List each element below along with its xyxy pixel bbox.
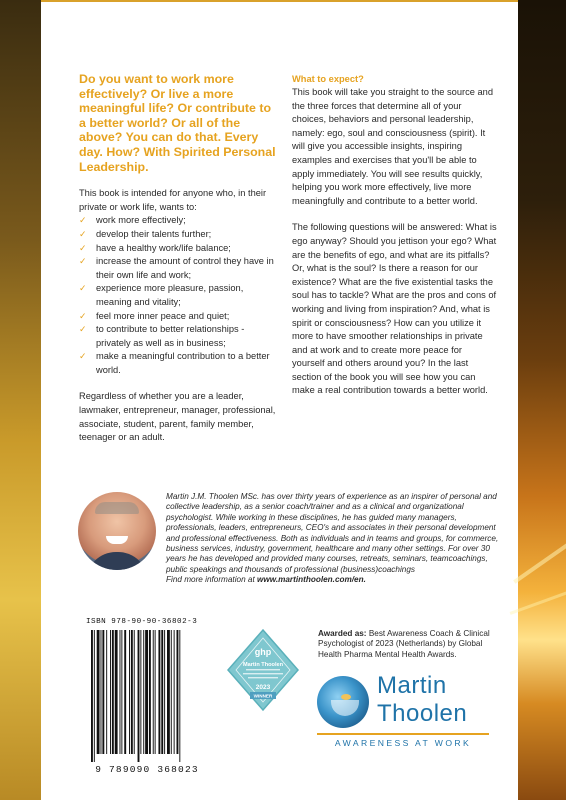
badge-year: 2023 xyxy=(255,684,271,691)
check-icon: ✓ xyxy=(79,351,87,362)
left-column xyxy=(79,72,279,445)
checklist-item-text: to contribute to better relationships - privately as well as in business; xyxy=(96,324,245,348)
checklist-item-text: work more effectively; xyxy=(96,215,186,226)
checklist-item xyxy=(79,214,279,228)
check-icon: ✓ xyxy=(79,228,87,239)
checklist-item xyxy=(79,323,279,350)
right-sunburst-strip xyxy=(518,0,566,800)
check-icon: ✓ xyxy=(79,215,87,226)
right-column xyxy=(292,73,497,398)
checklist-item xyxy=(79,282,279,309)
description-paragraph-1: This book will take you straight to the source and the three forces that determine all of your choices, behaviors and personal leadership, namely: ego, soul and consciousness (spirit). It will give you accessible insights, inspiring examples and exercises that you'll be able to apply immediately. You will see results quickly, helping you work more effectively, live more meaningfully and contribute to a better world. xyxy=(292,87,494,206)
award-description: Best Awareness Coach & Clinical Psychologist of 2023 (Netherlands) by Global Health Pharma Mental Health Awards. xyxy=(318,629,490,659)
checklist-item xyxy=(79,310,279,324)
author-url-link[interactable]: www.martinthoolen.com/en. xyxy=(257,575,366,585)
checklist-item-text: have a healthy work/life balance; xyxy=(96,242,231,253)
checklist-item xyxy=(79,255,279,282)
author-photo xyxy=(78,492,156,570)
award-text xyxy=(318,629,508,660)
checklist-item-text: increase the amount of control they have in their own life and work; xyxy=(96,256,274,280)
checklist-item-text: feel more inner peace and quiet; xyxy=(96,310,230,321)
award-badge-icon xyxy=(226,628,300,712)
badge-name: Martin Thoolen xyxy=(242,662,284,668)
isbn-text: ISBN 978-90-90-36802-3 xyxy=(86,618,198,626)
audience-text: Regardless of whether you are a leader, lawmaker, entrepreneur, manager, professional, associate, student, parent, family member, teenager or an adult. xyxy=(79,391,276,443)
check-icon: ✓ xyxy=(79,324,87,335)
check-icon: ✓ xyxy=(79,310,87,321)
brand-logo xyxy=(317,672,492,750)
check-icon: ✓ xyxy=(79,256,87,267)
checklist-item xyxy=(79,228,279,242)
badge-ribbon: WINNER xyxy=(253,693,273,699)
barcode-bars xyxy=(91,630,203,762)
badge-brand: ghp xyxy=(254,647,272,657)
checklist-item xyxy=(79,350,279,377)
author-bio-text: Martin J.M. Thoolen MSc. has over thirty years of experience as an inspirer of personal and collective leadership, as a senior coach/trainer and as a clinical and organizational psychologist. While working in these disciplines, he has guided many managers, professionals, leaders, entrepreneurs, CEO's and associates in their personal development and professional effectiveness. Both as individuals and in teams and groups, for commerce, business services, industry, government, healthcare and many other settings. For over 30 years he has developed and provided many courses, retreats, seminars, teamcoachings, public speakings and thousands of professional (business)coachings xyxy=(166,492,499,574)
section-title: What to expect? xyxy=(292,74,364,84)
check-icon: ✓ xyxy=(79,242,87,253)
isbn-barcode xyxy=(85,618,209,780)
logo-tagline: AWARENESS AT WORK xyxy=(334,738,472,748)
checklist-item xyxy=(79,242,279,256)
logo-name-line2: Thoolen xyxy=(377,700,468,727)
intro-text: This book is intended for anyone who, in their private or work life, wants to: xyxy=(79,188,267,212)
checklist-item-text: develop their talents further; xyxy=(96,228,212,239)
checklist-item-text: experience more pleasure, passion, meaning and vitality; xyxy=(96,283,244,307)
check-icon: ✓ xyxy=(79,283,87,294)
author-bio xyxy=(166,492,506,586)
logo-divider xyxy=(317,733,489,735)
barcode-digits: 9 789090 368023 xyxy=(95,764,199,775)
more-info-prefix: Find more information at xyxy=(166,575,258,585)
description-paragraph-2: The following questions will be answered: What is ego anyway? Should you jettison your ego? What are the benefits of ego, and what are its pitfalls? Or, what is the soul? Is there a reason for our existence? What are the five existential tasks the soul has to tackle? What are the pros and cons of working and living from inspiration? And, what is spirit or consciousness? How can you utilize it more to have smoother relationships in private and at work and to create more peace for yourself and others around you? In the last section of the book you will see how you can make a real contribution towards a better world. xyxy=(292,222,497,396)
checklist-item-text: make a meaningful contribution to a better world. xyxy=(96,351,270,375)
left-photo-strip xyxy=(0,0,41,800)
headline: Do you want to work more effectively? Or live a more meaningful life? Or contribute to a better world? Or all of the above? You can do that. Every day. How? With Spirited Personal Leadership. xyxy=(79,72,276,174)
logo-name-line1: Martin xyxy=(377,672,447,699)
benefit-checklist xyxy=(79,214,279,377)
top-gold-line xyxy=(41,0,518,2)
award-label: Awarded as: xyxy=(318,629,367,638)
eagle-logo-icon xyxy=(317,676,369,728)
